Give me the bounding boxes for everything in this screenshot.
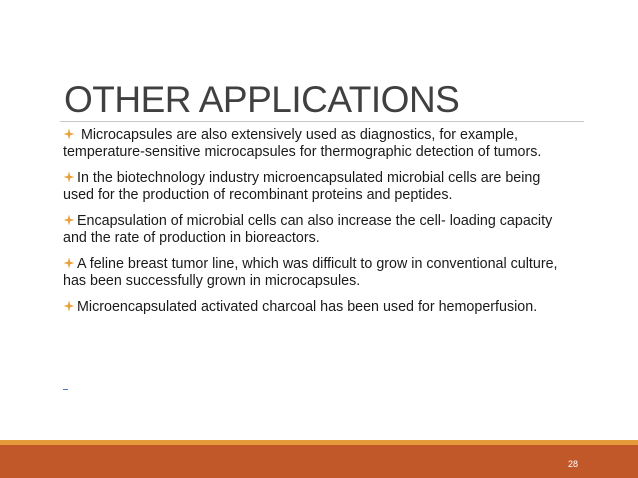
bullet-text: In the biotechnology industry microencapsulated microbial cells are being used for the production of recombinant proteins and peptides. [63,170,541,203]
bullet-text: A feline breast tumor line, which was difficult to grow in conventional culture, has been successfully grown in microcapsules. [63,256,558,289]
bullet-item [60,127,590,160]
diamond-bullet-icon [63,128,75,140]
bullet-text: Microcapsules are also extensively used as diagnostics, for example, temperature-sensitive microcapsules for thermographic detection of tumors. [63,127,542,160]
bullet-item [60,170,590,203]
bullet-list [60,127,590,326]
diamond-bullet-icon [63,171,75,183]
diamond-bullet-icon [63,214,75,226]
footer-bar [0,445,638,478]
page-number: 28 [568,459,579,469]
bullet-text: Encapsulation of microbial cells can also increase the cell- loading capacity and the rate of production in bioreactors. [63,213,553,246]
bullet-item [60,256,590,289]
empty-link-mark [63,389,68,390]
title-divider [60,121,584,122]
bullet-text: Microencapsulated activated charcoal has been used for hemoperfusion. [77,299,538,315]
diamond-bullet-icon [63,300,75,312]
diamond-bullet-icon [63,257,75,269]
slide-title: OTHER APPLICATIONS [64,79,460,120]
bullet-item [60,299,590,316]
bullet-item [60,213,590,246]
